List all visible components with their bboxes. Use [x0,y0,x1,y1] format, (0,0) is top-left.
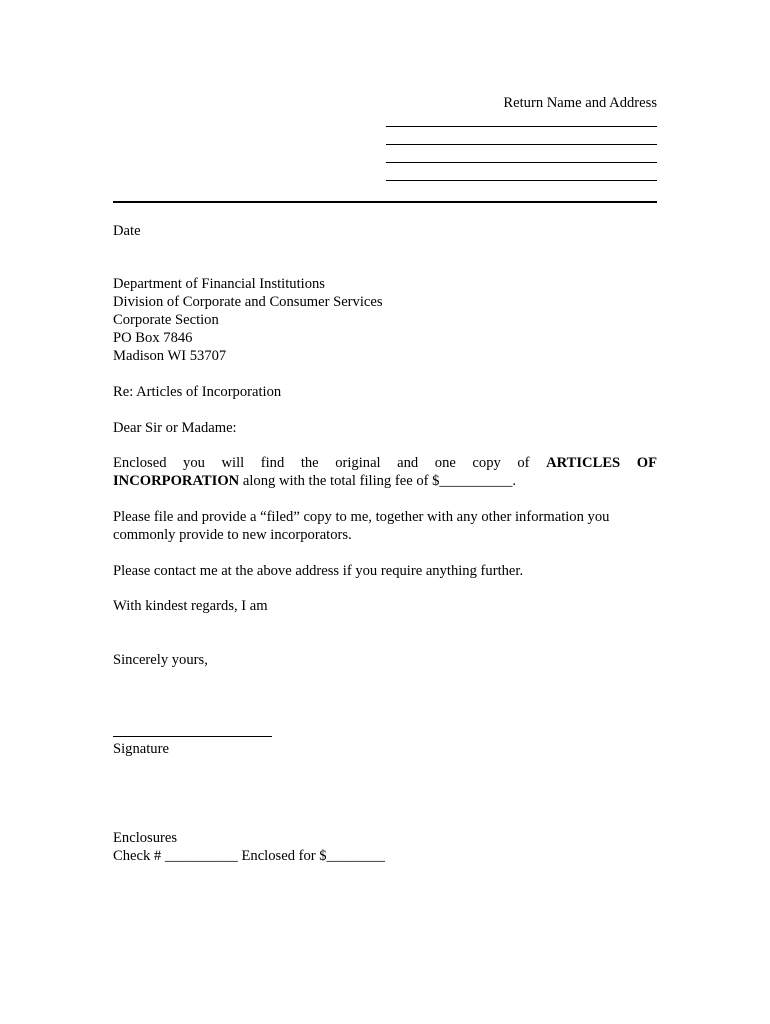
body-paragraph-1 [113,454,657,490]
enclosures-label: Enclosures [113,830,178,846]
p1-start-text: Enclosed you will find the original and one copy of [113,455,547,471]
closing: Sincerely yours, [113,652,208,668]
salutation: Dear Sir or Madame: [113,420,237,436]
return-address-line-4 [386,180,657,181]
body-paragraph-3: Please contact me at the above address if you require anything further. [113,563,524,579]
body-paragraph-4: With kindest regards, I am [113,598,268,614]
body-paragraph-2: Please file and provide a “filed” copy to me, together with any other information you commonly provide to new incorporators. [113,509,610,543]
return-address-line-2 [386,144,657,145]
return-address-line-3 [386,162,657,163]
recipient-line-5: Madison WI 53707 [113,348,227,364]
return-address-line-1 [386,126,657,127]
body-paragraph-1-line-1 [113,454,657,472]
header-divider [113,201,657,203]
return-name-address-label: Return Name and Address [503,95,657,111]
check-enclosed-line: Check # __________ Enclosed for $________ [113,848,385,864]
recipient-line-1: Department of Financial Institutions [113,276,325,292]
recipient-line-4: PO Box 7846 [113,330,193,346]
signature-label: Signature [113,741,169,757]
date-label: Date [113,223,141,239]
re-line: Re: Articles of Incorporation [113,384,282,400]
recipient-line-2: Division of Corporate and Consumer Services [113,294,383,310]
p1-end-text: along with the total filing fee of $__________. [239,473,517,489]
signature-line [113,736,272,737]
recipient-line-3: Corporate Section [113,312,219,328]
p1-bold-incorporation: INCORPORATION [113,473,240,489]
p1-bold-articles-of: ARTICLES OF [546,455,657,471]
